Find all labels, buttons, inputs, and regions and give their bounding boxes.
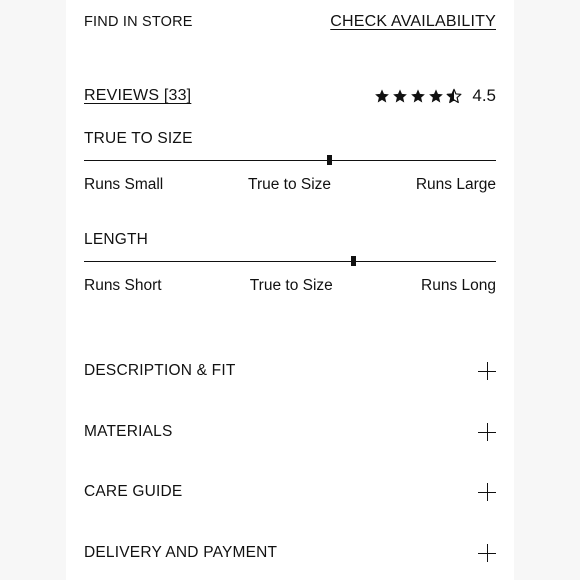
fit-true-to-size-header bbox=[84, 129, 496, 149]
true-to-size-scale bbox=[84, 176, 496, 194]
star-icon bbox=[392, 88, 408, 104]
reviews-link[interactable]: REVIEWS [33] bbox=[84, 87, 192, 104]
half-star-icon bbox=[446, 88, 462, 104]
plus-icon[interactable] bbox=[478, 362, 496, 380]
star-icon bbox=[428, 88, 444, 104]
scale-label-left: Runs Short bbox=[84, 277, 162, 294]
scale-label-center: True to Size bbox=[249, 277, 333, 294]
accordion-description-fit[interactable] bbox=[84, 360, 496, 382]
star-icon bbox=[374, 88, 390, 104]
star-rating bbox=[374, 88, 462, 104]
star-icon bbox=[410, 88, 426, 104]
fit-title: LENGTH bbox=[84, 231, 149, 248]
plus-icon[interactable] bbox=[478, 483, 496, 501]
length-scale bbox=[84, 277, 496, 295]
rating bbox=[374, 86, 496, 106]
true-to-size-slider bbox=[84, 155, 496, 167]
length-slider bbox=[84, 256, 496, 268]
accordion-materials[interactable] bbox=[84, 421, 496, 443]
plus-icon[interactable] bbox=[478, 423, 496, 441]
slider-track bbox=[84, 261, 496, 262]
reviews-row bbox=[84, 84, 496, 108]
plus-icon[interactable] bbox=[478, 544, 496, 562]
rating-value: 4.5 bbox=[472, 86, 496, 105]
fit-length-header bbox=[84, 230, 496, 250]
scale-label-center: True to Size bbox=[248, 176, 332, 193]
slider-marker bbox=[327, 155, 332, 165]
check-availability-link[interactable]: CHECK AVAILABILITY bbox=[330, 13, 496, 30]
scale-label-right: Runs Long bbox=[421, 277, 496, 294]
slider-marker bbox=[351, 256, 356, 266]
find-in-store-label: FIND IN STORE bbox=[84, 14, 193, 30]
fit-title: TRUE TO SIZE bbox=[84, 130, 193, 147]
slider-track bbox=[84, 160, 496, 161]
accordion-label: CARE GUIDE bbox=[84, 483, 183, 500]
accordion-care-guide[interactable] bbox=[84, 481, 496, 503]
accordion-label: DELIVERY AND PAYMENT bbox=[84, 544, 278, 561]
accordion-label: MATERIALS bbox=[84, 423, 173, 440]
scale-label-right: Runs Large bbox=[415, 176, 496, 193]
accordion-delivery-payment[interactable] bbox=[84, 542, 496, 564]
accordion-label: DESCRIPTION & FIT bbox=[84, 362, 236, 379]
scale-label-left: Runs Small bbox=[84, 176, 164, 193]
find-in-store-row bbox=[84, 11, 496, 33]
